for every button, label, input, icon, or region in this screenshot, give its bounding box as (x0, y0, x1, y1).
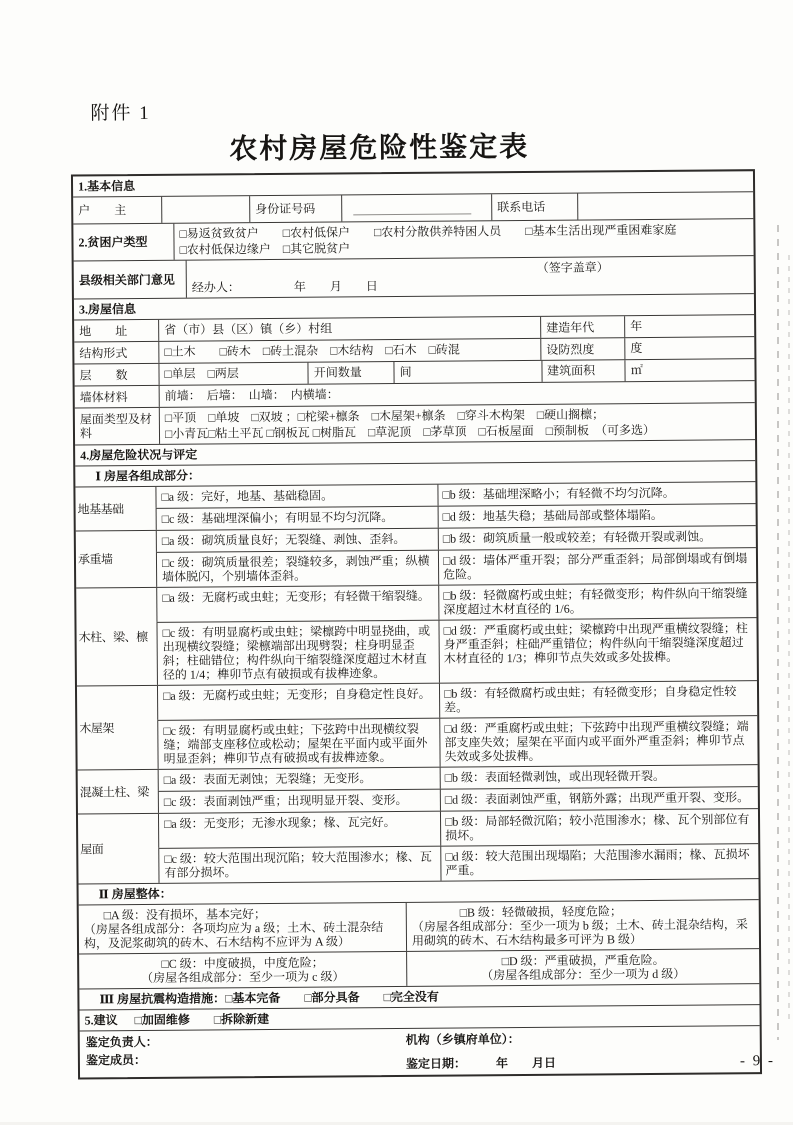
grade-sub-row (157, 715, 757, 769)
attachment-label: 附件 1 (90, 102, 151, 125)
wall-material-value: 前墙： 后墙： 山墙： 内横墙： (159, 381, 755, 407)
part3-options: □基本完备 □部分具备 □完全没有 (224, 989, 439, 1006)
poverty-type-label: 2.贫困户类型 (78, 234, 148, 250)
signature-right-block (400, 1026, 760, 1075)
roof-options-line1: □平顶 □单坡 □双坡 ；□柁梁+檩条 □木屋架+檩条 □穿斗木构架 □硬山搁檩； (164, 407, 605, 425)
poverty-options-line1: □易返贫致贫户 □农村低保户 □农村分散供养特困人员 □基本生活出现严重困难家庭 (179, 222, 677, 241)
bay-count-label: 开间数量 (308, 362, 394, 384)
grade-d-cell: □d 级：严重腐朽或虫蛀；梁檩跨中出现严重横纹裂缝；柱身严重歪斜；柱础严重错位；构件纵向干缩裂缝深度超过木材直径的 1/3；榫卯节点失效或多处拔榫。 (438, 618, 756, 682)
overall-grade-cd-row (79, 948, 759, 988)
component-row-foundation (75, 481, 755, 530)
grade-D-title: □D 级：严重破损，严重危险。 (501, 952, 665, 969)
grade-C-title: □C 级：中度破损，中度危险； (161, 955, 324, 971)
component-grades (156, 526, 756, 587)
component-name: 木柱、梁、檩 (78, 629, 148, 644)
bay-count-unit: 间 (393, 361, 541, 383)
grade-C-cell (79, 952, 406, 989)
county-opinion-row (74, 255, 754, 298)
address-value: 省（市）县（区）镇（乡）村组 (158, 317, 540, 341)
component-row-wood-columns (76, 582, 757, 685)
roof-type-row (75, 402, 755, 444)
grade-c-cell: □c 级：有明显腐朽或虫蛀；梁檩跨中明显挠曲，或出现横纹裂缝；梁檩端部出现劈裂；柱身明显歪斜；柱础错位；构件纵向干缩裂缝深度超过木材直径的 1/4；榫卯节点有破损或有拔榫迹象。 (156, 621, 438, 685)
grade-c-cell: □c 级：砌筑质量很差；裂缝较多，剥蚀严重；纵横墙体脱闪，个别墙体歪斜。 (156, 551, 438, 587)
grade-B-cell (406, 900, 759, 951)
grade-a-cell: □a 级：表面无剥蚀；无裂缝；无变形。 (158, 768, 440, 791)
section4-title: 4.房屋危险状况与评定 (80, 447, 198, 463)
grade-sub-row (156, 547, 756, 587)
grade-d-cell: □d 级：较大范围出现塌陷；大范围渗水漏雨；椽、瓦损坏严重。 (440, 844, 758, 880)
form-title: 农村房屋危险性鉴定表 (229, 131, 530, 166)
householder-label: 户 主 (78, 203, 127, 218)
component-grades (158, 809, 759, 883)
structure-options: □土木 □砖木 □砖土混杂 □木结构 □石木 □砖混 (158, 339, 540, 363)
page-number: - 9 - (739, 1053, 776, 1070)
section3-title: 3.房屋信息 (78, 302, 137, 317)
component-grades (156, 583, 757, 685)
roof-options-line2: □小青瓦□粘土平瓦 □钢板瓦 □树脂瓦 □草泥顶 □茅草顶 □石板屋面 □预制板 （可多选） (164, 422, 656, 441)
component-grades (158, 765, 758, 813)
phone-value-blank (577, 192, 753, 219)
county-opinion-label: 县级相关部门意见 (78, 272, 175, 287)
component-name: 屋面 (80, 841, 104, 856)
grade-a-cell: □a 级：无腐朽或虫蛀；无变形；自身稳定性良好。 (157, 684, 439, 720)
overall-grade-ab-row (79, 899, 759, 953)
section1-title: 1.基本信息 (77, 179, 136, 194)
grade-a-cell: □a 级：完好，地基、基础稳固。 (155, 485, 437, 508)
county-opinion-area (186, 256, 754, 297)
roof-type-label: 屋面类型及材料 (79, 411, 152, 441)
grade-b-cell: □b 级：轻微腐朽或虫蛀；有轻微变形；构件纵向干缩裂缝深度超过木材直径的 1/6。 (438, 583, 756, 619)
component-grades (155, 482, 755, 530)
grade-C-criteria: （房屋各组成部分：至少一项为 c 级） (141, 969, 345, 986)
component-row-bearing-wall (76, 525, 756, 587)
signature-left-block (80, 1029, 400, 1078)
grade-sub-row (158, 843, 758, 883)
signature-row (80, 1025, 760, 1077)
grade-sub-row (158, 809, 758, 848)
component-grades (157, 681, 758, 769)
component-row-concrete (78, 764, 758, 813)
storey-label: 层 数 (79, 367, 128, 382)
build-year-label: 建造年代 (540, 316, 624, 338)
seal-hint: （签字盖章） (536, 260, 609, 275)
assessment-date-label: 鉴定日期： 年 月日 (405, 1055, 557, 1071)
suggestion-label: 5.建议 (84, 1013, 118, 1028)
floor-area-unit: ㎡ (625, 359, 755, 381)
grade-c-cell: □c 级：基础埋深偏小；有明显不均匀沉降。 (156, 507, 438, 530)
grade-d-cell: □d 级：严重腐朽或虫蛀；下弦跨中出现严重横纹裂缝；端部支座失效；屋架在平面内或平面外严重歪斜；榫卯节点失效或多处拔榫。 (439, 716, 757, 766)
grade-D-cell (406, 949, 759, 986)
grade-b-cell: □b 级：局部轻微沉陷；较小范围渗水；椽、瓦个别部位有损坏。 (440, 809, 758, 845)
assessment-form-table (71, 169, 762, 1079)
id-blank-underline (353, 198, 471, 215)
grade-d-cell: □d 级：表面剥蚀严重，钢筋外露；出现严重开裂、变形。 (440, 787, 758, 810)
grade-A-criteria: （房屋各组成部分：各项均应为 a 级；土木、砖土混杂结构，及泥浆砌筑的砖木、石木结构不应评为 A 级） (83, 920, 384, 951)
grade-D-criteria: （房屋各组成部分：至少一项为 d 级） (481, 966, 686, 983)
component-name: 地基基础 (77, 501, 124, 517)
agent-date-line: 经办人： 年 月 日 (191, 279, 378, 295)
component-name: 承重墙 (77, 552, 113, 567)
grade-sub-row (157, 681, 757, 720)
grade-A-cell (79, 903, 406, 954)
fortification-unit: 度 (624, 337, 754, 359)
roof-type-options (159, 403, 755, 444)
householder-value-blank (161, 196, 249, 223)
grade-a-cell: □a 级：无变形；无渗水现象；椽、瓦完好。 (158, 812, 440, 848)
grade-a-cell: □a 级：无腐朽或虫蛀；无变形；有轻微干缩裂缝。 (156, 586, 438, 622)
poverty-type-options (173, 219, 753, 260)
id-number-label: 身份证号码 (249, 195, 341, 222)
storey-options: □单层 □两层 (158, 363, 308, 385)
part1-title: Ⅰ 房屋各组成部分： (95, 468, 201, 484)
grade-d-cell: □d 级：墙体严重开裂；部分严重歪斜；局部倒塌或有倒塌危险。 (438, 548, 756, 584)
grade-A-title: □A 级：没有损坏，基本完好； (103, 907, 267, 923)
component-row-wood-truss (77, 680, 758, 769)
wall-material-label: 墙体材料 (79, 389, 128, 404)
structure-label: 结构形式 (79, 345, 128, 360)
fortification-label: 设防烈度 (540, 338, 624, 360)
grade-c-cell: □c 级：表面剥蚀严重；出现明显开裂、变形。 (158, 790, 440, 813)
grade-B-criteria: （房屋各组成部分：至少一项为 b 级；土木、砖土混杂结构，采用砌筑的砖木、石木结构最多可评为 B 级） (411, 917, 748, 948)
grade-c-cell: □c 级：较大范围出现沉陷；较大范围渗水；椽、瓦有部分损坏。 (158, 847, 440, 883)
grade-a-cell: □a 级：砌筑质量良好；无裂缝、剥蚀、歪斜。 (156, 529, 438, 552)
floor-area-label: 建筑面积 (541, 360, 625, 382)
grade-d-cell: □d 级：地基失稳；基础局部或整体塌陷。 (438, 504, 756, 527)
address-label: 地 址 (79, 323, 128, 338)
grade-sub-row (156, 617, 756, 685)
build-year-unit: 年 (624, 315, 754, 337)
poverty-type-row (73, 218, 753, 260)
id-number-value-blank (341, 194, 491, 221)
component-name: 混凝土柱、梁 (79, 784, 149, 799)
phone-label: 联系电话 (491, 194, 577, 221)
grade-sub-row (156, 583, 756, 622)
component-row-roof (78, 808, 759, 883)
members-label: 鉴定成员： (85, 1052, 146, 1068)
grade-B-title: □B 级：轻微破损，轻度危险； (459, 904, 623, 920)
poverty-options-line2: □农村低保边缘户 □其它脱贫户 (179, 241, 351, 257)
organization-label: 机构（乡镇府单位）： (405, 1032, 520, 1047)
grade-b-cell: □b 级：表面轻微剥蚀，或出现轻微开裂。 (440, 765, 758, 788)
grade-b-cell: □b 级：基础埋深略小；有轻微不均匀沉降。 (437, 482, 755, 505)
part2-title: Ⅱ 房屋整体： (98, 886, 172, 902)
grade-b-cell: □b 级：砌筑质量一般或较差；有轻微开裂或剥蚀。 (438, 526, 756, 549)
suggestion-options: □加固维修 □拆除新建 (134, 1012, 270, 1028)
grade-b-cell: □b 级：有轻微腐朽或虫蛀；有轻微变形；自身稳定性较差。 (439, 681, 757, 717)
assessor-label: 鉴定负责人： (85, 1034, 158, 1050)
part3-label: Ⅲ 房屋抗震构造措施： (99, 991, 226, 1007)
grade-c-cell: □c 级：有明显腐朽或虫蛀；下弦跨中出现横纹裂缝；端部支座移位或松动；屋架在平面内或平面外明显歪斜；榫卯节点有破损或有拔榫迹象。 (157, 719, 439, 769)
component-name: 木屋架 (79, 720, 114, 735)
